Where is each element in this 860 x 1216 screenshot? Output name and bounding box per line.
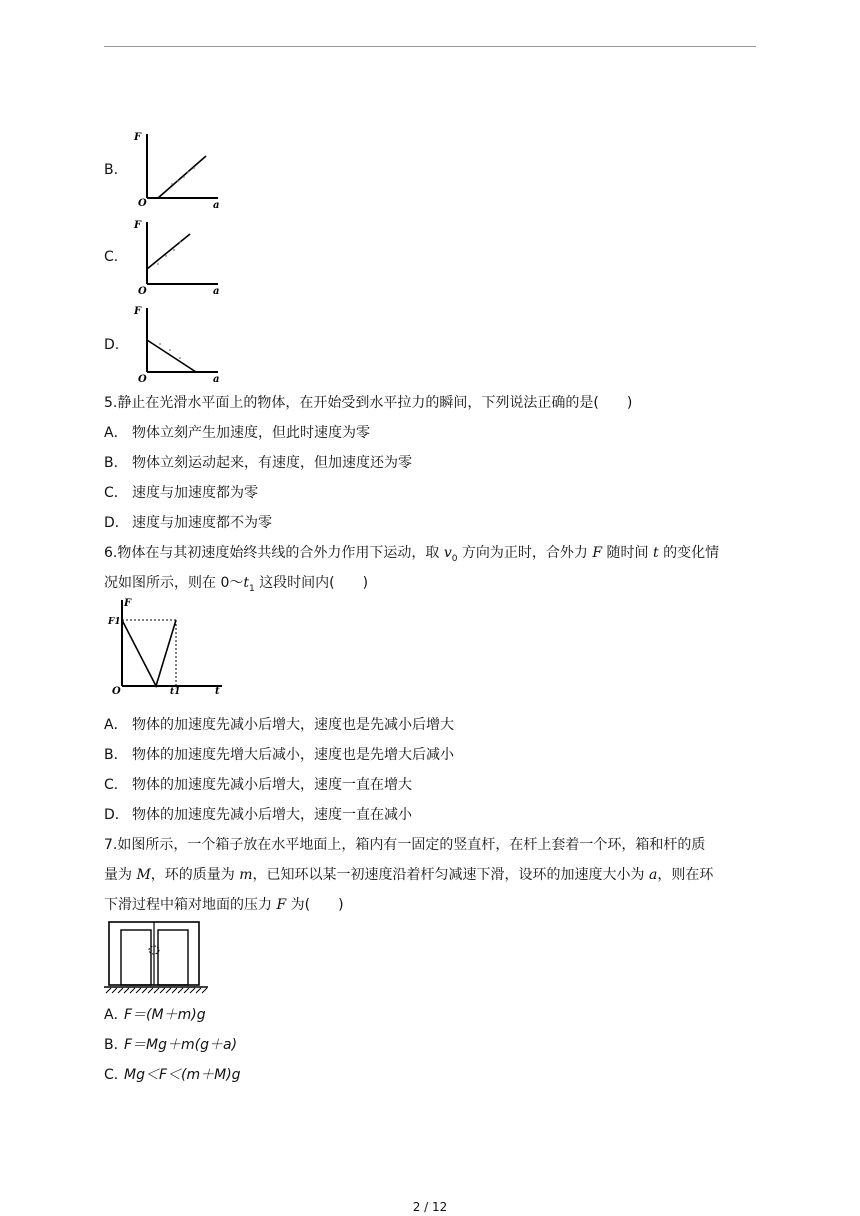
q6-graph-f1-label: F1	[108, 617, 121, 627]
header-rule	[104, 46, 756, 47]
q4-option-d-label: D.	[104, 337, 120, 353]
q7-stem-line3: 下滑过程中箱对地面的压力 F 为( )	[104, 897, 344, 913]
q6-stem-line1: 6.物体在与其初速度始终共线的合外力作用下运动，取 $v_0$ 方向为正时，合外力 F 随时间 t 的变化情	[104, 545, 720, 564]
q6-option-d: D． 物体的加速度先减小后增大，速度一直在减小	[104, 807, 412, 823]
q7-option-c: C．Mg＜F＜(m＋M)g	[104, 1067, 241, 1083]
q4-graph-d-y-label: F	[134, 306, 142, 317]
q6-graph	[106, 596, 226, 698]
q4-graph-b-x-label: a	[213, 200, 220, 208]
q7-option-a: A．F＝(M＋m)g	[104, 1007, 206, 1023]
q7-stem-line1: 7.如图所示，一个箱子放在水平地面上，箱内有一固定的竖直杆，在杆上套着一个环，箱和杆的质	[104, 837, 706, 853]
q4-option-c-label: C.	[104, 249, 119, 265]
q4-graph-b-origin: O	[138, 198, 147, 208]
q5-option-a: A． 物体立刻产生加速度，但此时速度为零	[104, 425, 370, 441]
q6-option-a: A． 物体的加速度先减小后增大，速度也是先减小后增大	[104, 717, 454, 733]
q4-graph-c-y-label: F	[134, 220, 142, 231]
q4-graph-c-x-label: a	[213, 286, 220, 296]
q6-graph-origin: O	[112, 686, 121, 697]
q4-graph-d	[128, 302, 226, 386]
q4-graph-c-origin: O	[138, 286, 147, 296]
q5-option-d: D． 速度与加速度都不为零	[104, 515, 272, 531]
q4-graph-b	[128, 126, 226, 208]
q4-graph-d-origin: O	[138, 374, 147, 385]
q6-option-b: B． 物体的加速度先增大后减小，速度也是先增大后减小	[104, 747, 454, 763]
q5-option-b: B． 物体立刻运动起来，有速度，但加速度还为零	[104, 455, 412, 471]
q6-graph-x-label: t	[215, 686, 220, 697]
q6-graph-t1-label: t1	[170, 687, 181, 697]
q6-option-c: C． 物体的加速度先减小后增大，速度一直在增大	[104, 777, 412, 793]
q6-graph-y-label: F	[124, 598, 132, 609]
q4-graph-c	[128, 214, 226, 296]
q4-graph-d-x-label: a	[213, 374, 220, 385]
q7-option-b: B．F＝Mg＋m(g＋a)	[104, 1037, 238, 1053]
q4-option-b-label: B.	[104, 162, 119, 178]
page-number: 2 / 12	[412, 1200, 448, 1214]
q5-stem: 5.静止在光滑水平面上的物体，在开始受到水平拉力的瞬间，下列说法正确的是( )	[104, 395, 633, 411]
q6-stem-line2: 况如图所示，则在 $0\sim t_1$ 这段时间内( )	[104, 575, 369, 594]
q5-option-c: C． 速度与加速度都为零	[104, 485, 258, 501]
q7-box-figure	[104, 918, 212, 998]
q7-stem-line2: 量为 M，环的质量为 m，已知环以某一初速度沿着杆匀减速下滑，设环的加速度大小为 a，则在环	[104, 867, 714, 883]
q4-graph-b-y-label: F	[134, 132, 142, 143]
